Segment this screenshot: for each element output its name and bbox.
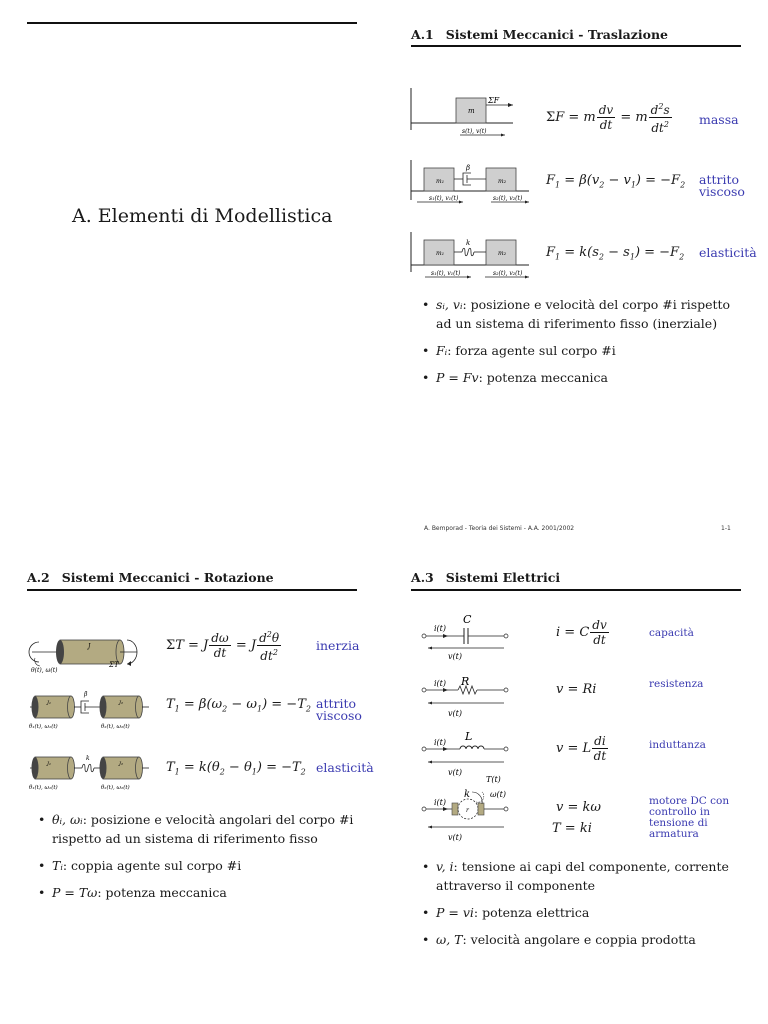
motor-w-label: ω(t) xyxy=(490,790,506,799)
label-induttanza: induttanza xyxy=(649,739,706,751)
eq-elasticita: $F_1 = k(s_2 - s_1) = -F_2$ xyxy=(546,245,685,262)
C-label: C xyxy=(463,613,472,626)
slideA3-rule xyxy=(411,589,741,591)
slide1-title: A. Elementi di Modellistica xyxy=(72,205,333,227)
slideA1-number: A.1 xyxy=(411,27,434,42)
slideA2-number: A.2 xyxy=(27,570,50,585)
th1w1-label: θ₁(t), ω₁(t) xyxy=(29,724,58,730)
spring-J2-label: J₂ xyxy=(119,761,124,767)
capacitor-diagram xyxy=(420,612,520,662)
motor-i-label: i(t) xyxy=(434,798,447,807)
label-capacita: capacità xyxy=(649,627,694,639)
sumT-label: ΣT xyxy=(109,661,119,669)
rot-spring-diagram xyxy=(27,750,162,792)
res-i-label: i(t) xyxy=(434,679,447,688)
eq-rot-elasticita: $T_1 = k(\theta_2 - \theta_1) = -T_2$ xyxy=(166,760,306,777)
resistor-diagram xyxy=(420,672,520,722)
damper-diagram xyxy=(405,158,535,208)
label-resistenza: resistenza xyxy=(649,678,704,690)
sv-label: s(t), v(t) xyxy=(462,128,487,135)
bullet-item: • P = Tω: potenza meccanica xyxy=(34,883,354,902)
bullet-item: • θᵢ, ωᵢ: posizione e velocità angolari del corpo #i rispetto ad un sistema di riferimento fisso xyxy=(34,810,354,848)
label-attrito-viscoso: attrito viscoso xyxy=(699,172,745,199)
rot-beta-label: β xyxy=(84,691,88,698)
ind-i-label: i(t) xyxy=(434,738,447,747)
slideA3-number: A.3 xyxy=(411,570,434,585)
eq-inerzia: ΣT = J $\frac{d\omega}{dt}$ = J $\frac{d^2\theta}{dt^2}$ xyxy=(166,630,280,663)
sumF-label: ΣF xyxy=(488,96,500,105)
th2w2-label: θ₂(t), ω₂(t) xyxy=(101,724,130,730)
rot-damper-diagram xyxy=(27,690,162,732)
R-label: R xyxy=(461,675,470,688)
mass-diagram xyxy=(405,85,520,140)
thw-label: θ(t), ω(t) xyxy=(31,667,58,674)
eq-resistenza: v = Ri xyxy=(556,682,597,697)
beta-label: β xyxy=(466,164,471,172)
motor-k-label: k xyxy=(464,789,471,800)
footer-author: A. Bemporad - Teoria dei Sistemi - A.A. 2001/2002 xyxy=(424,525,575,532)
L-label: L xyxy=(465,730,473,743)
eq-induttanza: v = L $\frac{di}{dt}$ xyxy=(556,734,607,763)
label-rot-elasticita: elasticità xyxy=(316,760,374,775)
rot-k-label: k xyxy=(86,755,90,762)
s2v2-label: s₂(t), v₂(t) xyxy=(493,195,523,202)
bullet-item: • P = Fv: potenza meccanica xyxy=(418,368,748,387)
slideA1-bullets xyxy=(418,295,748,395)
label-rot-attrito-viscoso: attrito viscoso xyxy=(316,696,362,723)
footer-page: 1-1 xyxy=(721,525,731,532)
slideA3-title: Sistemi Elettrici xyxy=(445,570,561,585)
label-elasticita: elasticità xyxy=(699,245,757,260)
eq-motore-v: v = kω xyxy=(556,800,601,815)
res-v-label: v(t) xyxy=(448,709,462,718)
bullet-item: • Fᵢ: forza agente sul corpo #i xyxy=(418,341,748,360)
ind-v-label: v(t) xyxy=(448,768,462,777)
spring-diagram xyxy=(405,230,535,280)
eq-capacita: i = C $\frac{dv}{dt}$ xyxy=(556,618,607,647)
bullet-item: • Tᵢ: coppia agente sul corpo #i xyxy=(34,856,354,875)
eq-attrito: $F_1 = \beta(v_2 - v_1) = -F_2$ xyxy=(546,173,686,190)
slideA2-heading xyxy=(27,570,274,585)
J1-label: J₁ xyxy=(47,700,52,706)
slideA3-bullets xyxy=(418,857,748,957)
spring-th2w2-label: θ₂(t), ω₂(t) xyxy=(101,785,130,791)
label-inerzia: inerzia xyxy=(316,638,360,653)
eq-rot-attrito: $T_1 = \beta(\omega_2 - \omega_1) = -T_2$ xyxy=(166,697,311,714)
m2-label: m₂ xyxy=(498,178,507,185)
spring-s1v1-label: s₁(t), v₁(t) xyxy=(431,270,461,277)
spring-J1-label: J₁ xyxy=(47,761,52,767)
motor-v-label: v(t) xyxy=(448,833,462,842)
inertia-diagram xyxy=(27,628,157,676)
slideA2-bullets xyxy=(34,810,354,910)
bullet-item: • P = vi: potenza elettrica xyxy=(418,903,748,922)
spring-m1-label: m₁ xyxy=(436,250,445,257)
slideA2-title: Sistemi Meccanici - Rotazione xyxy=(61,570,274,585)
cap-i-label: i(t) xyxy=(434,624,447,633)
bullet-item: • ω, T: velocità angolare e coppia prodotta xyxy=(418,930,748,949)
spring-th1w1-label: θ₁(t), ω₁(t) xyxy=(29,785,58,791)
slideA1-rule xyxy=(411,45,741,47)
m1-label: m₁ xyxy=(436,178,445,185)
mass-label: m xyxy=(468,107,475,115)
slideA2-rule xyxy=(27,589,357,591)
slideA1-title: Sistemi Meccanici - Traslazione xyxy=(445,27,669,42)
J-label: J xyxy=(88,643,91,650)
bullet-item: • v, i: tensione ai capi del componente, corrente attraverso il componente xyxy=(418,857,748,895)
J2-label: J₂ xyxy=(119,700,124,706)
eq-motore-T: T = ki xyxy=(552,821,592,836)
slide1-top-rule xyxy=(27,22,357,24)
motor-r-label: r xyxy=(466,807,469,814)
slideA3-heading xyxy=(411,570,560,585)
eq-massa: ΣF = m $\frac{dv}{dt}$ = m $\frac{d^2s}{dt^2}$ xyxy=(546,102,670,135)
cap-v-label: v(t) xyxy=(448,652,462,661)
spring-m2-label: m₂ xyxy=(498,250,507,257)
dc-motor-diagram xyxy=(420,772,520,844)
slideA1-heading xyxy=(411,27,668,42)
label-motore-dc: motore DC con controllo in tensione di armatura xyxy=(649,795,730,840)
motor-T-label: T(t) xyxy=(486,775,501,784)
bullet-item: • sᵢ, vᵢ: posizione e velocità del corpo #i rispetto ad un sistema di riferimento fisso (inerziale) xyxy=(418,295,748,333)
k-label: k xyxy=(466,239,471,247)
label-massa: massa xyxy=(699,112,739,127)
s1v1-label: s₁(t), v₁(t) xyxy=(429,195,459,202)
spring-s2v2-label: s₂(t), v₂(t) xyxy=(493,270,523,277)
